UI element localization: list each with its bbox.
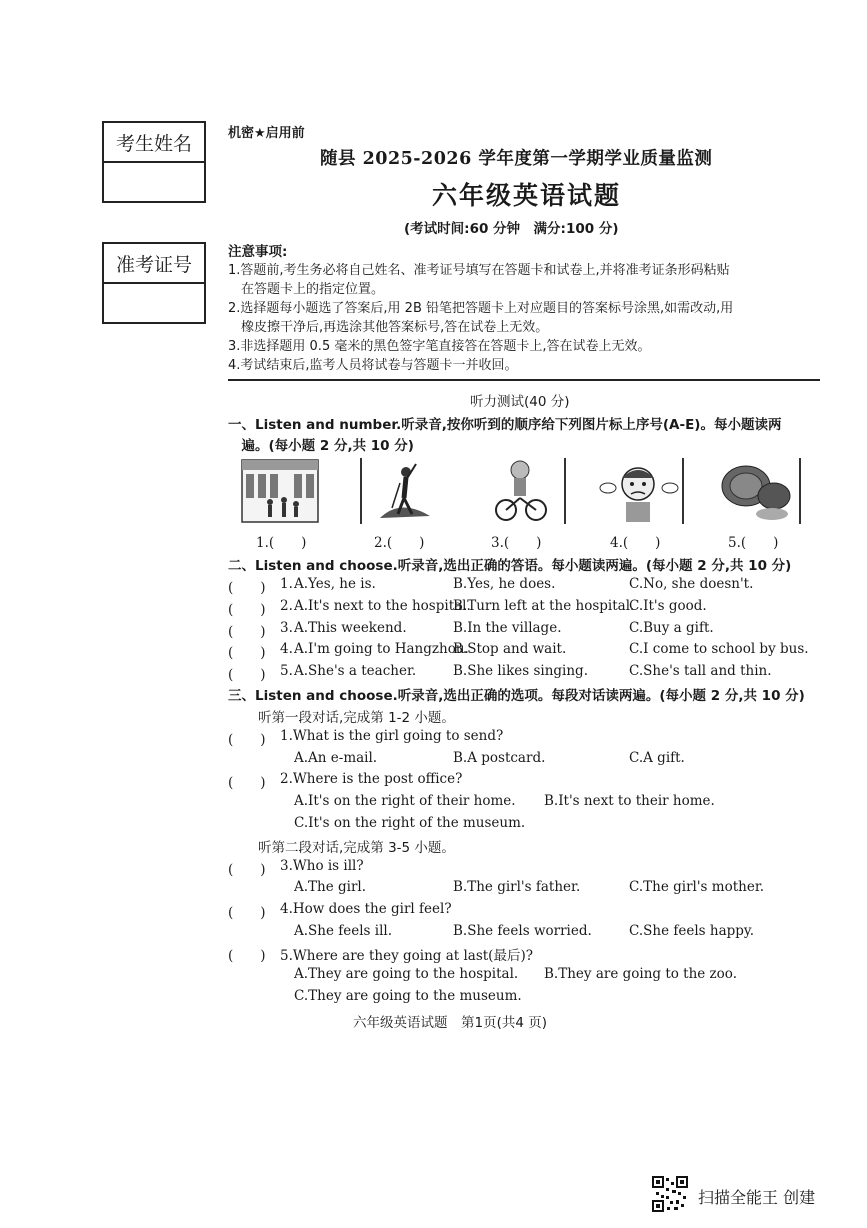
- option-b: B.Yes, he does.: [453, 576, 556, 592]
- option-a: A.An e-mail.: [294, 750, 378, 766]
- mooncake-picture: [714, 458, 802, 524]
- part2-title: 二、Listen and choose.听录音,选出正确的答语。每小题读两遍。(每小题 2 分,共 10 分): [228, 558, 792, 574]
- note-line: 橡皮擦干净后,再选涂其他答案标号,答在试卷上无效。: [228, 320, 549, 335]
- divider: [228, 379, 820, 381]
- option-c: C.It's on the right of the museum.: [294, 815, 526, 831]
- question: 1.What is the girl going to send?: [280, 728, 504, 744]
- option-b: B.Turn left at the hospital.: [453, 598, 635, 614]
- option-b: B.They are going to the zoo.: [544, 966, 737, 982]
- note-line: 2.选择题每小题选了答案后,用 2B 铅笔把答题卡上对应题目的答案标号涂黑,如需改动,用: [228, 301, 734, 316]
- question: 5.Where are they going at last(最后)?: [280, 948, 533, 964]
- question: 3.Who is ill?: [280, 858, 364, 874]
- answer-blank: ( ): [228, 775, 266, 791]
- note-line: 在答题卡上的指定位置。: [228, 282, 385, 297]
- option-a: A.I'm going to Hangzhou.: [294, 641, 469, 657]
- note-line: 1.答题前,考生务必将自己姓名、准考证号填写在答题卡和试卷上,并将准考证条形码粘贴: [228, 263, 730, 278]
- dialog1-instruction: 听第一段对话,完成第 1-2 小题。: [258, 710, 455, 726]
- picture-caption: 5.( ): [728, 535, 779, 551]
- option-b: B.In the village.: [453, 620, 562, 636]
- answer-blank: ( ): [228, 602, 266, 618]
- item-number: 3.: [280, 620, 293, 636]
- option-c: C.A gift.: [629, 750, 685, 766]
- option-b: B.Stop and wait.: [453, 641, 567, 657]
- scanner-watermark: 扫描全能王 创建: [698, 1188, 816, 1207]
- street-scene-picture: [240, 458, 320, 524]
- exam-id-label: 准考证号: [104, 244, 204, 284]
- question: 4.How does the girl feel?: [280, 901, 452, 917]
- option-b: B.A postcard.: [453, 750, 546, 766]
- dialog2-instruction: 听第二段对话,完成第 3-5 小题。: [258, 840, 455, 856]
- note-line: 3.非选择题用 0.5 毫米的黑色签字笔直接答在答题卡上,答在试卷上无效。: [228, 339, 651, 354]
- option-b: B.It's next to their home.: [544, 793, 715, 809]
- exam-subject-title: 六年级英语试题: [432, 181, 622, 210]
- option-c: C.No, she doesn't.: [629, 576, 754, 592]
- option-a: A.Yes, he is.: [294, 576, 376, 592]
- confidential-mark: 机密★启用前: [228, 126, 305, 141]
- exam-info: (考试时间:60 分钟 满分:100 分): [404, 221, 619, 237]
- item-number: 2.: [280, 598, 293, 614]
- option-a: A.This weekend.: [294, 620, 407, 636]
- option-a: A.She's a teacher.: [294, 663, 417, 679]
- answer-blank: ( ): [228, 905, 266, 921]
- option-a: A.It's next to the hospital.: [294, 598, 471, 614]
- note-line: 4.考试结束后,监考人员将试卷与答题卡一并收回。: [228, 358, 518, 373]
- question: 2.Where is the post office?: [280, 771, 463, 787]
- answer-blank: ( ): [228, 580, 266, 596]
- item-number: 4.: [280, 641, 293, 657]
- picture-caption: 2.( ): [374, 535, 425, 551]
- option-a: A.It's on the right of their home.: [294, 793, 516, 809]
- answer-blank: ( ): [228, 624, 266, 640]
- option-a: A.She feels ill.: [294, 923, 393, 939]
- option-b: B.The girl's father.: [453, 879, 581, 895]
- answer-blank: ( ): [228, 645, 266, 661]
- picture-caption: 1.( ): [256, 535, 307, 551]
- option-a: A.They are going to the hospital.: [294, 966, 519, 982]
- option-c: C.It's good.: [629, 598, 707, 614]
- answer-blank: ( ): [228, 732, 266, 748]
- cyclist-picture: [478, 458, 566, 524]
- angry-boy-picture: [596, 458, 684, 524]
- option-c: C.Buy a gift.: [629, 620, 714, 636]
- part3-title: 三、Listen and choose.听录音,选出正确的选项。每段对话读两遍。(每小题 2 分,共 10 分): [228, 688, 805, 704]
- exam-title: 随县 2025-2026 学年度第一学期学业质量监测: [320, 149, 713, 169]
- part1-title: 一、Listen and number.听录音,按你听到的顺序给下列图片标上序号(A-E)。每小题读两: [228, 417, 782, 433]
- answer-blank: ( ): [228, 667, 266, 683]
- part1-title-cont: 遍。(每小题 2 分,共 10 分): [228, 438, 414, 454]
- listening-section-title: 听力测试(40 分): [470, 394, 570, 410]
- qr-code-icon: [652, 1176, 688, 1212]
- item-number: 1.: [280, 576, 293, 592]
- picture-caption: 3.( ): [491, 535, 542, 551]
- answer-blank: ( ): [228, 862, 266, 878]
- option-b: B.She feels worried.: [453, 923, 592, 939]
- option-c: C.They are going to the museum.: [294, 988, 522, 1004]
- notes-heading: 注意事项:: [228, 244, 288, 260]
- item-number: 5.: [280, 663, 293, 679]
- option-a: A.The girl.: [294, 879, 367, 895]
- answer-blank: ( ): [228, 948, 266, 964]
- page-footer: 六年级英语试题 第1页(共4 页): [353, 1015, 548, 1031]
- student-name-label: 考生姓名: [104, 123, 204, 163]
- option-c: C.The girl's mother.: [629, 879, 765, 895]
- exam-id-box: [102, 242, 206, 324]
- picture-caption: 4.( ): [610, 535, 661, 551]
- option-c: C.She's tall and thin.: [629, 663, 772, 679]
- option-c: C.I come to school by bus.: [629, 641, 809, 657]
- hiker-picture: [360, 458, 448, 524]
- option-b: B.She likes singing.: [453, 663, 588, 679]
- student-name-box: [102, 121, 206, 203]
- option-c: C.She feels happy.: [629, 923, 755, 939]
